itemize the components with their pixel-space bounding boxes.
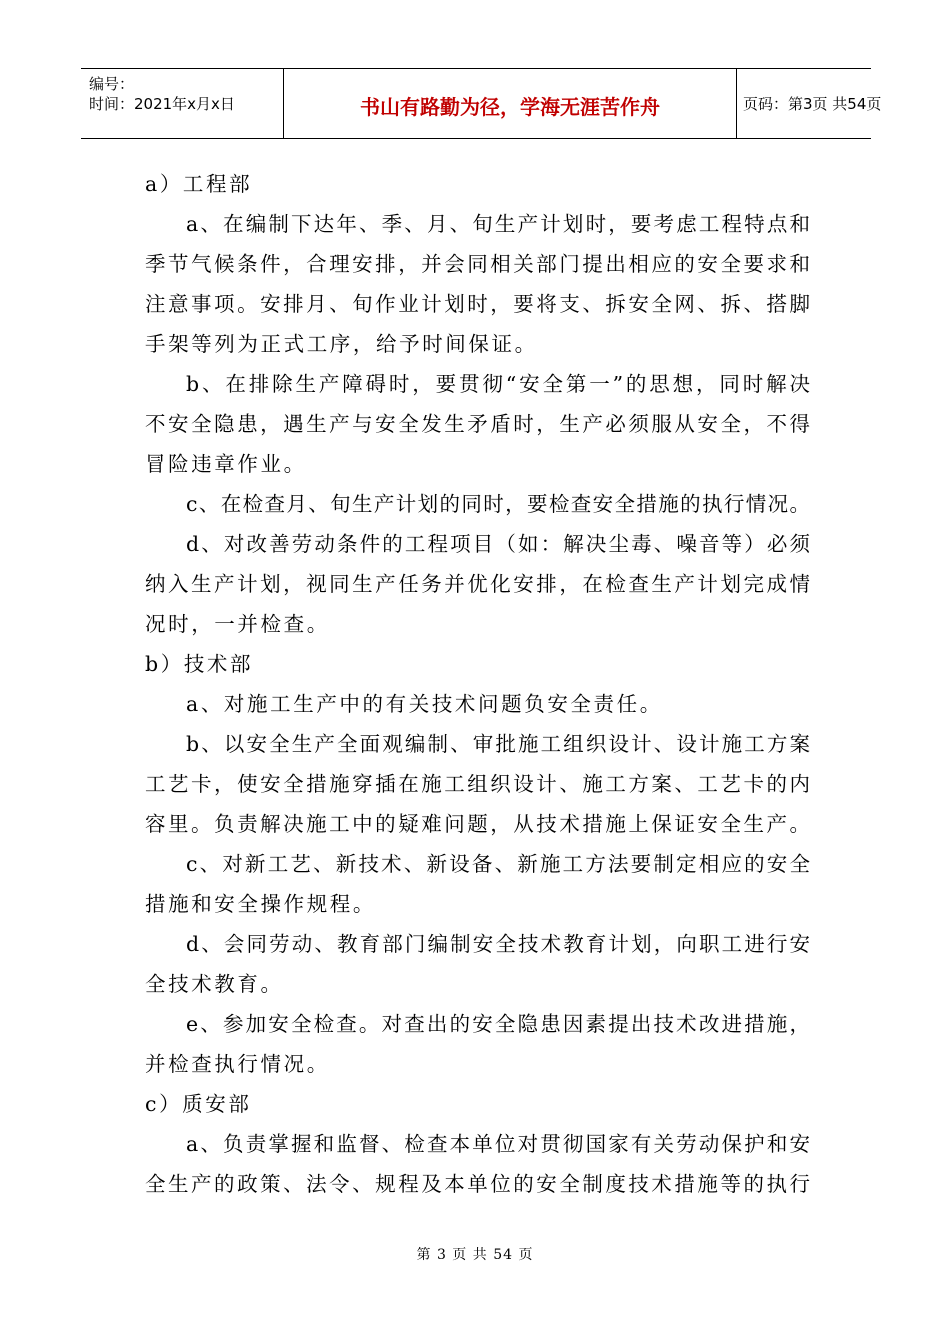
- paragraph-line: d、对改善劳动条件的工程项目（如：解决尘毒、噪音等）必须: [186, 532, 810, 556]
- paragraph-line: 季节气候条件，合理安排，并会同相关部门提出相应的安全要求和: [145, 252, 810, 276]
- document-number-label: 编号：: [89, 75, 135, 93]
- paragraph-line: b、以安全生产全面观编制、审批施工组织设计、设计施工方案: [186, 732, 810, 756]
- section-heading-engineering: a）工程部: [145, 172, 253, 196]
- paragraph-line: a、在编制下达年、季、月、旬生产计划时，要考虑工程特点和: [186, 212, 810, 236]
- header-page-cell: [737, 69, 882, 138]
- paragraph-line: 冒险违章作业。: [145, 452, 307, 476]
- paragraph-line: 纳入生产计划，视同生产任务并优化安排，在检查生产计划完成情: [145, 572, 810, 596]
- paragraph-line: 况时，一并检查。: [145, 612, 330, 636]
- section-heading-technical: b）技术部: [145, 652, 254, 676]
- paragraph-line: 容里。负责解决施工中的疑难问题，从技术措施上保证安全生产。: [145, 812, 810, 836]
- document-date-label: 时间：2021年x月x日: [89, 95, 235, 113]
- header-motto-cell: [283, 69, 737, 138]
- header-motto: 书山有路勤为径，学海无涯苦作舟: [360, 95, 660, 119]
- paragraph-line: a、负责掌握和监督、检查本单位对贯彻国家有关劳动保护和安: [186, 1132, 810, 1156]
- paragraph-line: 并检查执行情况。: [145, 1052, 330, 1076]
- paragraph-line: 不安全隐患，遇生产与安全发生矛盾时，生产必须服从安全，不得: [145, 412, 810, 436]
- page-footer: 第 3 页 共 54 页: [416, 1247, 534, 1263]
- paragraph-line: a、对施工生产中的有关技术问题负安全责任。: [186, 692, 663, 716]
- header-meta-cell: [81, 69, 283, 138]
- paragraph-line: 手架等列为正式工序，给予时间保证。: [145, 332, 538, 356]
- paragraph-line: c、对新工艺、新技术、新设备、新施工方法要制定相应的安全: [186, 852, 810, 876]
- paragraph-line: 全技术教育。: [145, 972, 284, 996]
- paragraph-line: e、参加安全检查。对查出的安全隐患因素提出技术改进措施，: [186, 1012, 810, 1036]
- paragraph-line: d、会同劳动、教育部门编制安全技术教育计划，向职工进行安: [186, 932, 810, 956]
- header-page-info: 页码：第3页 共54页: [743, 95, 882, 113]
- paragraph-line: b、在排除生产障碍时，要贯彻“安全第一”的思想，同时解决: [186, 372, 810, 396]
- paragraph-line: 全生产的政策、法令、规程及本单位的安全制度技术措施等的执行: [145, 1172, 810, 1196]
- paragraph-line: 工艺卡，使安全措施穿插在施工组织设计、施工方案、工艺卡的内: [145, 772, 810, 796]
- paragraph-line: 措施和安全操作规程。: [145, 892, 376, 916]
- section-heading-quality-safety: c）质安部: [145, 1092, 252, 1116]
- document-body: [145, 164, 810, 1204]
- paragraph-line: 注意事项。安排月、旬作业计划时，要将支、拆安全网、拆、搭脚: [145, 292, 810, 316]
- paragraph-line: c、在检查月、旬生产计划的同时，要检查安全措施的执行情况。: [186, 492, 810, 516]
- document-header: [81, 68, 882, 139]
